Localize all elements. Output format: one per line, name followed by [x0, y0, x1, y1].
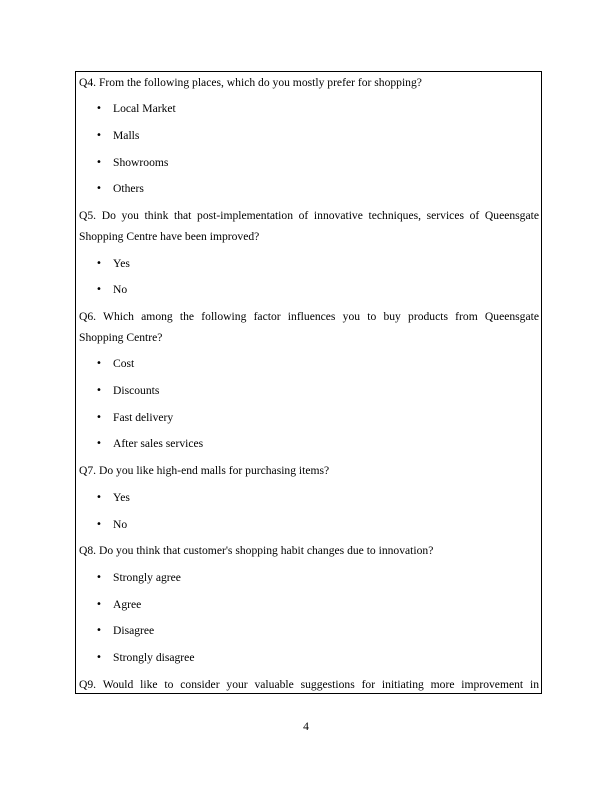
question-q8: Q8. Do you think that customer's shopping habit changes due to innovation? — [79, 544, 434, 557]
option-yes: • Yes — [113, 491, 130, 505]
question-q6-line-1: Q6. Which among the following factor influences you to buy products from Queensgate — [79, 310, 539, 323]
option-showrooms: • Showrooms — [113, 156, 168, 170]
question-q5-line-2: Shopping Centre have been improved? — [79, 230, 260, 243]
option-yes: • Yes — [113, 257, 130, 271]
option-discounts: • Discounts — [113, 384, 159, 398]
question-q7: Q7. Do you like high-end malls for purchasing items? — [79, 464, 330, 477]
option-no: • No — [113, 283, 127, 297]
questionnaire-box — [75, 71, 542, 694]
option-cost: • Cost — [113, 357, 134, 371]
option-after-sales-services: • After sales services — [113, 437, 203, 451]
option-disagree: • Disagree — [113, 624, 154, 638]
option-strongly-agree: • Strongly agree — [113, 571, 181, 585]
option-agree: • Agree — [113, 598, 141, 612]
question-q6-line-2: Shopping Centre? — [79, 331, 163, 344]
question-q5-line-1: Q5. Do you think that post-implementation of innovative techniques, services of Queensgate — [79, 209, 539, 222]
option-strongly-disagree: • Strongly disagree — [113, 651, 194, 665]
option-malls: • Malls — [113, 129, 139, 143]
option-fast-delivery: • Fast delivery — [113, 411, 173, 425]
question-q9: Q9. Would like to consider your valuable suggestions for initiating more improvement in — [79, 678, 539, 691]
page-number: 4 — [303, 720, 309, 733]
question-q4: Q4. From the following places, which do you mostly prefer for shopping? — [79, 76, 422, 89]
option-no: • No — [113, 518, 127, 532]
option-others: • Others — [113, 182, 144, 196]
option-local-market: • Local Market — [113, 102, 176, 116]
